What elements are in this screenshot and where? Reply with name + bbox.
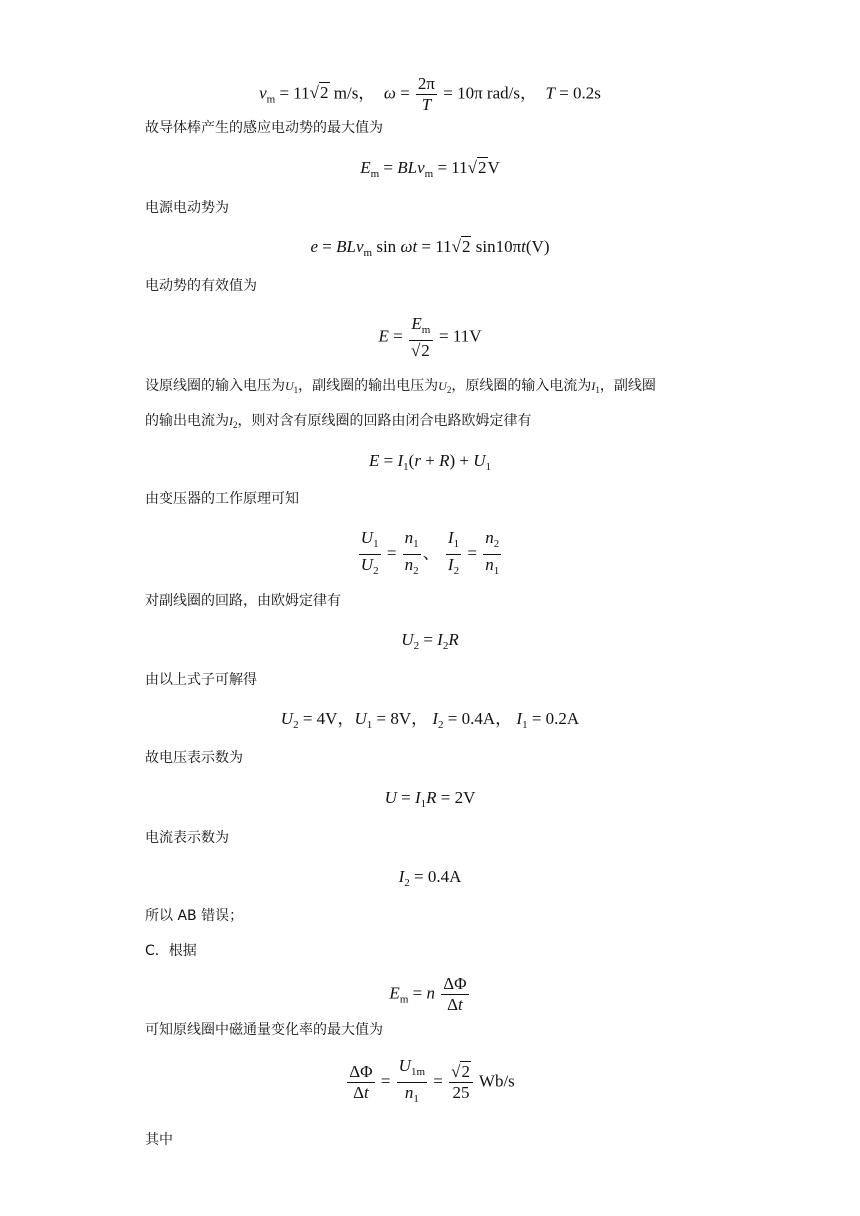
- equation-closed-circuit: $E = I_1(r + R) + U_1$: [369, 451, 491, 473]
- text-line-7: 对副线圈的回路，由欧姆定律有: [145, 593, 341, 609]
- text-line-5: 的输出电流为$I_2$，则对含有原线圈的回路由闭合电路欧姆定律有: [145, 413, 532, 430]
- equation-solutions: $U_2 = 4V$，$U_1 = 8V$， $I_2 = 0.4A$， $I_1 = 0.2A$: [280, 709, 580, 731]
- equation-emf-instant: e = BLv$_m$ sin ωt = 11√2 sin10πt(V): [310, 237, 550, 259]
- equation-emf-max: $E_m = BLv_m = 11√2V$: [360, 158, 500, 180]
- text-line-10: 电流表示数为: [145, 830, 229, 846]
- text-line-4: 设原线圈的输入电压为$U_1$，副线圈的输出电压为$U_2$，原线圈的输入电流为$I_1$，副线圈: [145, 378, 656, 395]
- text-line-14: 其中: [145, 1132, 173, 1148]
- text-line-8: 由以上式子可解得: [145, 672, 257, 688]
- equation-faraday: $E_m = n$ $\frac{\Delta\Phi}{\Delta t}$: [389, 974, 467, 1014]
- text-line-1: 故导体棒产生的感应电动势的最大值为: [145, 120, 383, 136]
- text-line-2: 电源电动势为: [145, 200, 229, 216]
- equation-transformer-ratio: $\frac{U_1}{U_2}$ = $\frac{n_1}{n_2}$ 、 $\frac{I_1}{I_2}$ = $\frac{n_2}{n_1}$: [360, 528, 500, 577]
- equation-emf-rms: E = $\frac{E_m}{√2}$ = 11V: [378, 314, 482, 360]
- text-line-12: C．根据: [145, 943, 197, 959]
- text-line-3: 电动势的有效值为: [145, 278, 257, 294]
- text-line-9: 故电压表示数为: [145, 750, 243, 766]
- equation-voltmeter: $U = I_1R = 2V$: [384, 788, 476, 810]
- text-line-11: 所以 AB 错误；: [145, 908, 244, 924]
- equation-velocity-omega-period: $v_m = 11√2$ m/s， ω = $\frac{2\pi}{T}$ = 10π rad/s， T = 0.2s: [259, 74, 601, 114]
- text-line-13: 可知原线圈中磁通量变化率的最大值为: [145, 1022, 383, 1038]
- equation-secondary-ohm: $U_2 = I_2R$: [401, 630, 459, 652]
- equation-flux-rate: $\frac{\Delta\Phi}{\Delta t}$ = $\frac{U_{1m}}{n_1}$ = $\frac{√2}{25}$ Wb/s: [349, 1056, 515, 1105]
- equation-ammeter: $I_2 = 0.4A$: [398, 867, 462, 889]
- text-line-6: 由变压器的工作原理可知: [145, 491, 299, 507]
